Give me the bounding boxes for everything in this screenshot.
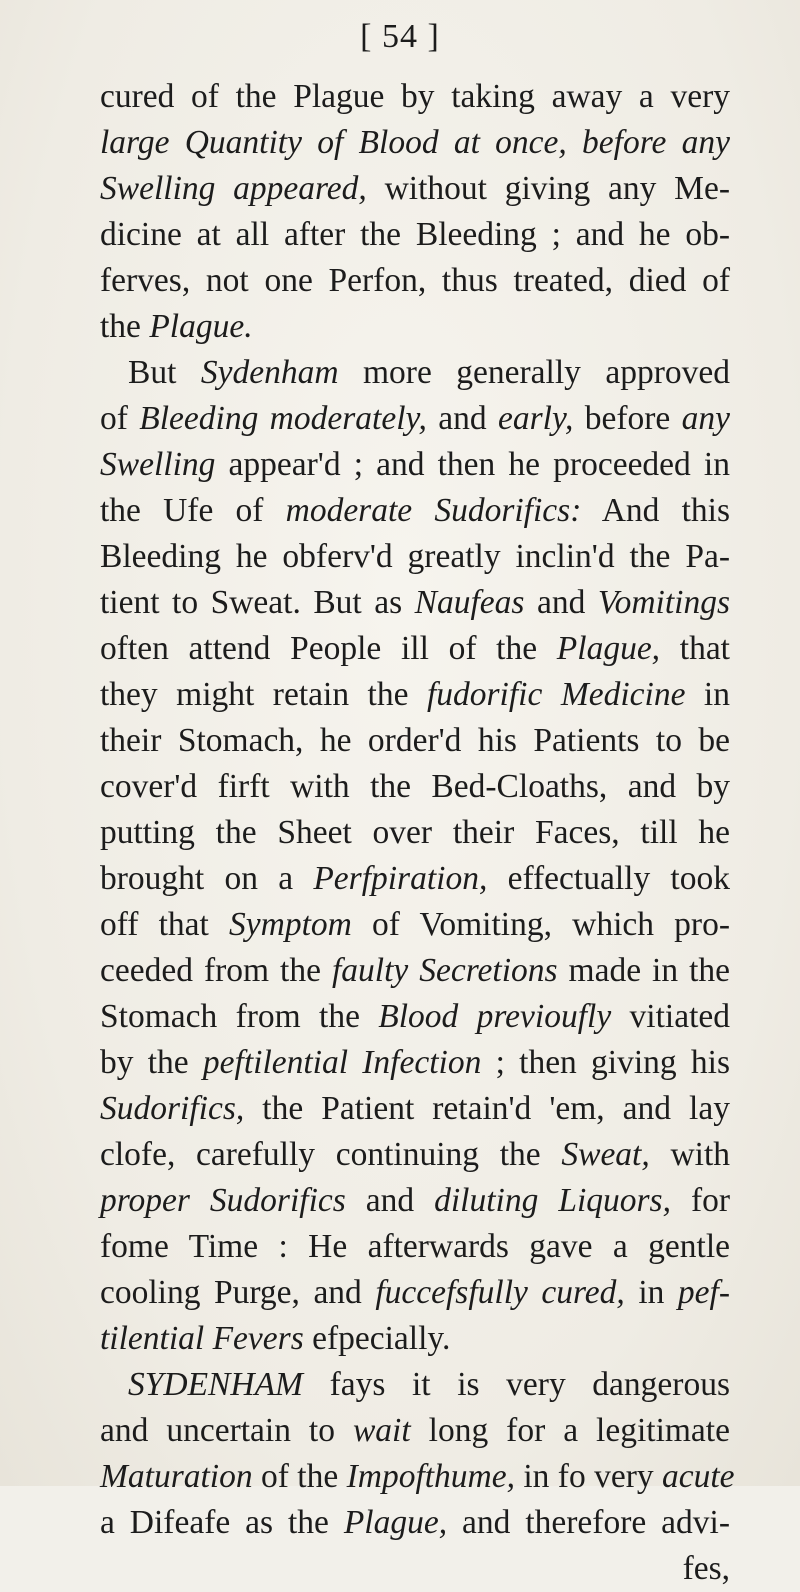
text-line: [100, 718, 730, 764]
text-line: [100, 350, 730, 396]
text-line: [100, 994, 730, 1040]
text-segment: putting the Sheet over their Faces, till he: [100, 814, 730, 851]
text-segment: fays it is very dangerous: [302, 1366, 730, 1403]
text-segment: that: [660, 630, 730, 667]
text-segment: But: [128, 354, 201, 391]
text-segment: And this: [581, 492, 731, 529]
text-line: [100, 1178, 730, 1224]
text-line: [100, 672, 730, 718]
text-segment: fes,: [682, 1550, 730, 1587]
text-segment: Stomach from the: [100, 998, 379, 1035]
text-segment: cooling Purge, and: [100, 1274, 376, 1311]
text-segment: tilential Fevers: [100, 1320, 304, 1357]
text-segment: Sydenham: [200, 354, 339, 391]
text-segment: fuccefsfully cured,: [375, 1274, 625, 1311]
text-segment: of Vomiting, which pro-: [351, 906, 730, 943]
text-segment: clofe, carefully continuing the: [100, 1136, 562, 1173]
text-line: [100, 902, 730, 948]
text-segment: made in the: [557, 952, 731, 989]
text-segment: Naufeas: [414, 584, 525, 621]
body-text: [100, 74, 735, 1592]
text-segment: the Patient retain'd 'em, and lay: [244, 1090, 730, 1127]
text-segment: cured of the Plague by taking away a very: [100, 78, 730, 115]
text-segment: faulty Secretions: [331, 952, 558, 989]
text-line: [100, 1546, 730, 1592]
text-segment: and: [524, 584, 598, 621]
text-line: [100, 1316, 730, 1362]
text-line: [100, 1454, 735, 1500]
text-segment: Swelling appeared,: [100, 170, 367, 207]
text-segment: Maturation: [100, 1458, 253, 1495]
text-segment: long for a legitimate: [410, 1412, 730, 1449]
text-segment: often attend People ill of the: [100, 630, 557, 667]
text-segment: early,: [498, 400, 574, 437]
text-segment: ferves, not one Perfon, thus treated, died of: [100, 262, 730, 299]
text-segment: in: [685, 676, 730, 713]
text-segment: vitiated: [611, 998, 731, 1035]
text-line: [100, 396, 730, 442]
text-line: [100, 1270, 730, 1316]
text-line: [100, 120, 730, 166]
text-line: [100, 1040, 730, 1086]
text-segment: for: [670, 1182, 731, 1219]
text-segment: proper Sudorifics: [100, 1182, 346, 1219]
text-line: [100, 948, 730, 994]
text-segment: with: [649, 1136, 730, 1173]
text-segment: and: [345, 1182, 435, 1219]
text-segment: SYDENHAM: [128, 1366, 303, 1403]
text-segment: effectually took: [487, 860, 730, 897]
page-number: [ 54 ]: [360, 18, 440, 55]
text-line: [100, 166, 730, 212]
text-line: [100, 534, 730, 580]
text-segment: and uncertain to: [100, 1412, 353, 1449]
text-segment: Bleeding he obferv'd greatly inclin'd the Pa-: [100, 538, 730, 575]
text-segment: Swelling: [100, 446, 216, 483]
text-segment: and therefore advi-: [447, 1504, 730, 1541]
text-line: [100, 1086, 730, 1132]
text-segment: fudorific Medicine: [426, 676, 686, 713]
text-segment: before: [573, 400, 682, 437]
text-segment: moderate Sudorifics:: [285, 492, 582, 529]
text-segment: Plague.: [149, 308, 253, 345]
text-segment: acute: [662, 1458, 735, 1495]
text-segment: appear'd ; and then he proceeded in: [215, 446, 730, 483]
text-segment: in: [624, 1274, 678, 1311]
text-line: [100, 212, 730, 258]
text-segment: any: [681, 400, 730, 437]
text-line: [100, 304, 730, 350]
text-segment: Vomitings: [597, 584, 730, 621]
text-segment: in fo very: [515, 1458, 662, 1495]
text-segment: by the: [100, 1044, 203, 1081]
text-segment: off that: [100, 906, 230, 943]
text-segment: fome Time : He afterwards gave a gentle: [100, 1228, 730, 1265]
text-line: [100, 1362, 730, 1408]
text-segment: Perfpiration,: [313, 860, 488, 897]
text-segment: the: [100, 308, 150, 345]
text-segment: pef-: [677, 1274, 730, 1311]
text-line: [100, 258, 730, 304]
text-line: [100, 74, 730, 120]
text-segment: dicine at all after the Bleeding ; and he ob-: [100, 216, 730, 253]
text-line: [100, 1408, 730, 1454]
text-segment: and: [426, 400, 498, 437]
text-line: [100, 810, 730, 856]
text-segment: Sweat,: [561, 1136, 650, 1173]
text-segment: Blood previoufly: [378, 998, 612, 1035]
text-segment: Plague,: [556, 630, 661, 667]
text-segment: ceeded from the: [100, 952, 332, 989]
text-segment: ; then giving his: [481, 1044, 730, 1081]
text-segment: without giving any Me-: [366, 170, 730, 207]
text-segment: of the: [252, 1458, 347, 1495]
text-segment: Bleeding moderately,: [139, 400, 427, 437]
text-line: [100, 856, 730, 902]
text-segment: cover'd firft with the Bed-Cloaths, and by: [100, 768, 730, 805]
text-segment: Sudorifics,: [100, 1090, 245, 1127]
text-segment: brought on a: [100, 860, 314, 897]
text-line: [100, 1500, 730, 1546]
text-segment: they might retain the: [100, 676, 427, 713]
text-line: [100, 626, 730, 672]
text-segment: a Difeafe as the: [100, 1504, 344, 1541]
text-line: [100, 1132, 730, 1178]
text-segment: efpecially.: [303, 1320, 451, 1357]
text-segment: wait: [352, 1412, 411, 1449]
text-segment: peftilential Infection: [202, 1044, 482, 1081]
text-segment: their Stomach, he order'd his Patients to be: [100, 722, 730, 759]
text-segment: diluting Liquors,: [434, 1182, 671, 1219]
text-segment: the Ufe of: [100, 492, 286, 529]
text-segment: more generally approved: [338, 354, 730, 391]
text-line: [100, 1224, 730, 1270]
text-line: [100, 764, 730, 810]
text-line: [100, 442, 730, 488]
text-line: [100, 580, 730, 626]
text-line: [100, 488, 730, 534]
text-segment: large Quantity of Blood at once, before any: [100, 124, 730, 161]
text-segment: of: [100, 400, 140, 437]
text-segment: Symptom: [229, 906, 352, 943]
text-segment: Impofthume,: [346, 1458, 515, 1495]
text-segment: tient to Sweat. But as: [100, 584, 415, 621]
text-segment: Plague,: [343, 1504, 448, 1541]
